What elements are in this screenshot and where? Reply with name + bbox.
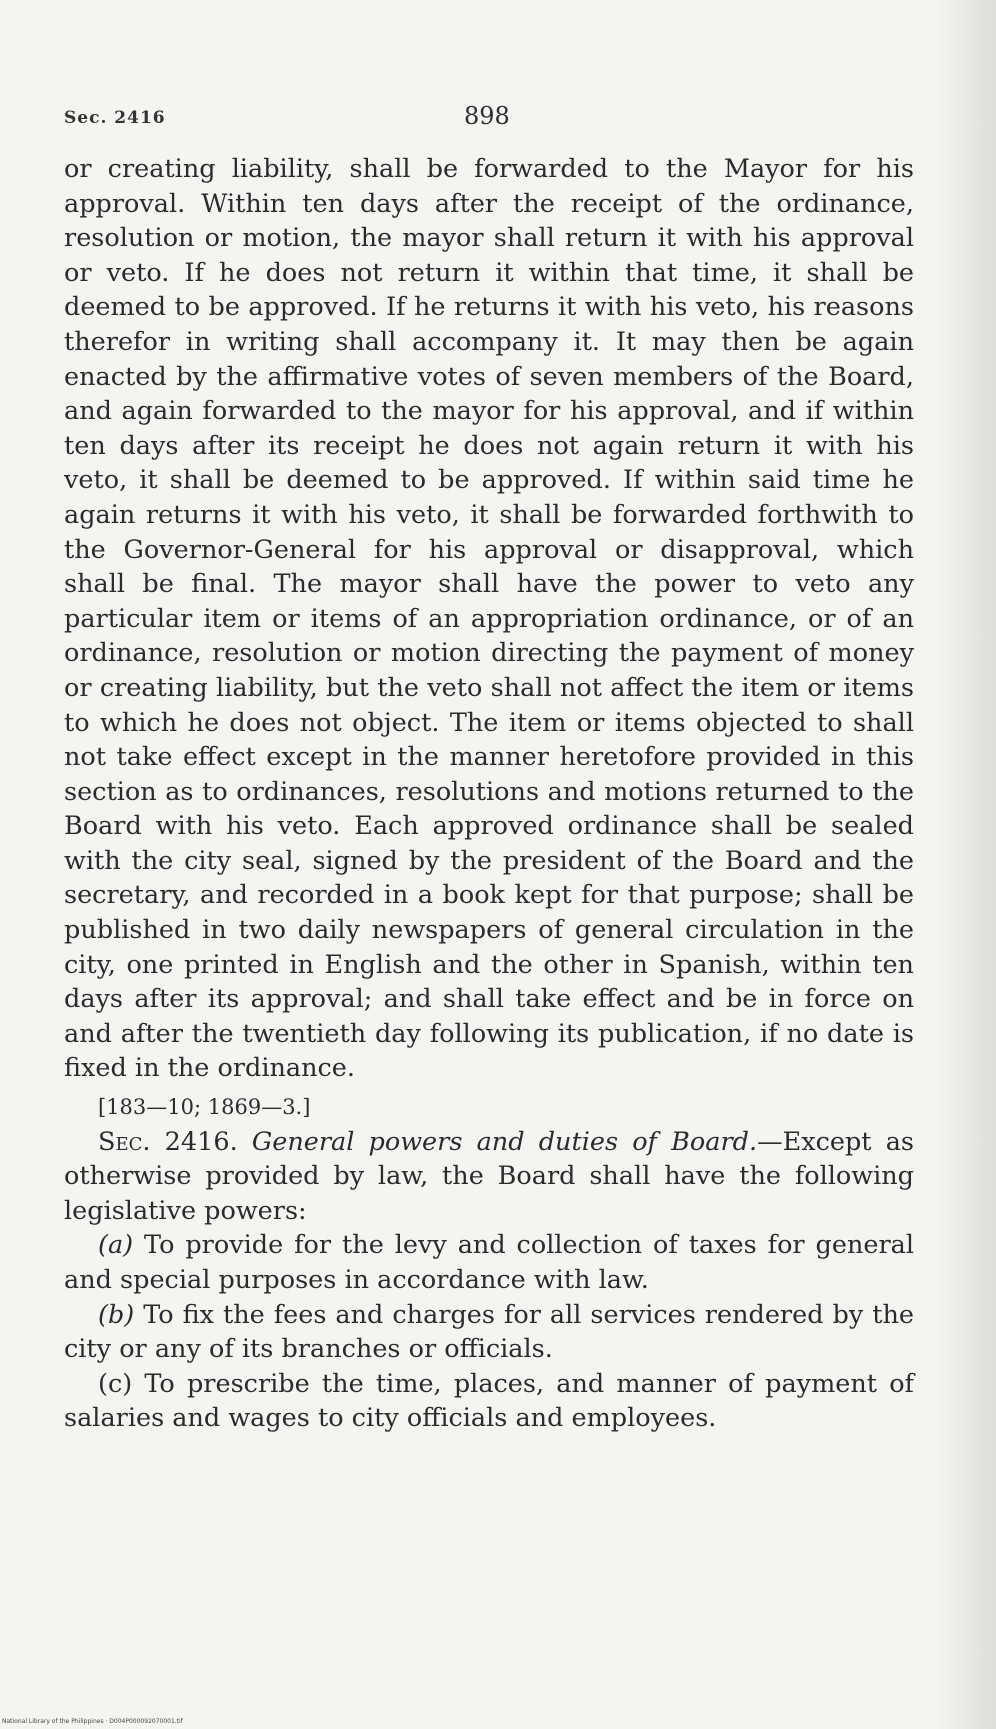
section-number: 2416. bbox=[164, 1126, 238, 1157]
page-header bbox=[64, 102, 914, 138]
citation: [183—10; 1869—3.] bbox=[98, 1095, 311, 1120]
list-item-c bbox=[64, 1367, 914, 1436]
section-intro: —Except as otherwise provided by law, the Board shall have the following legislative powers: bbox=[64, 1126, 914, 1226]
item-marker: (c) bbox=[98, 1368, 133, 1399]
list-item-a bbox=[64, 1228, 914, 1297]
continuation-paragraph: or creating liability, shall be forwarded to the Mayor for his approval. Within ten days after the receipt of the ordinance, resolution or motion, the mayor shall return it with his approval or veto. If he does not return it within that time, it shall be deemed to be approved. If he returns it with his veto, his reasons therefor in writing shall accompany it. It may then be again enacted by the affirmative votes of seven members of the Board, and again forwarded to the mayor for his approval, and if within ten days after its receipt he does not again return it with his veto, it shall be deemed to be approved. If within said time he again returns it with his veto, it shall be forwarded forthwith to the Governor-General for his approval or disapproval, which shall be final. The mayor shall have the power to veto any particular item or items of an appropriation ordinance, or of an ordinance, resolution or motion directing the payment of money or creating liability, but the veto shall not affect the item or items to which he does not object. The item or items objected to shall not take effect except in the manner heretofore provided in this section as to ordinances, resolutions and motions returned to the Board with his veto. Each approved ordinance shall be sealed with the city seal, signed by the president of the Board and the secretary, and recorded in a book kept for that purpose; shall be published in two daily newspapers of general circulation in the city, one printed in English and the other in Spanish, within ten days after its approval; and shall take effect and be in force on and after the twentieth day following its publication, if no date is fixed in the ordinance. bbox=[64, 154, 914, 1084]
section-prefix: Sec. bbox=[98, 1126, 151, 1157]
scan-source-label: National Library of the Philippines · D004P000092070001.tif bbox=[2, 1718, 183, 1725]
running-section-label: Sec. 2416 bbox=[64, 108, 166, 128]
page-body bbox=[64, 152, 914, 1436]
section-2416-paragraph bbox=[64, 1125, 914, 1229]
section-title: General powers and duties of Board. bbox=[251, 1126, 758, 1157]
item-marker: (b) bbox=[98, 1299, 135, 1330]
list-item-b bbox=[64, 1298, 914, 1367]
item-text: To fix the fees and charges for all services rendered by the city or any of its branches or officials. bbox=[64, 1299, 915, 1365]
scan-edge-shadow bbox=[936, 0, 996, 1729]
item-marker: (a) bbox=[98, 1230, 134, 1261]
item-text: To provide for the levy and collection of taxes for general and special purposes in accordance with law. bbox=[64, 1230, 915, 1295]
page-number: 898 bbox=[464, 102, 510, 130]
item-text: To prescribe the time, places, and manner of payment of salaries and wages to city officials and employees. bbox=[64, 1368, 914, 1434]
